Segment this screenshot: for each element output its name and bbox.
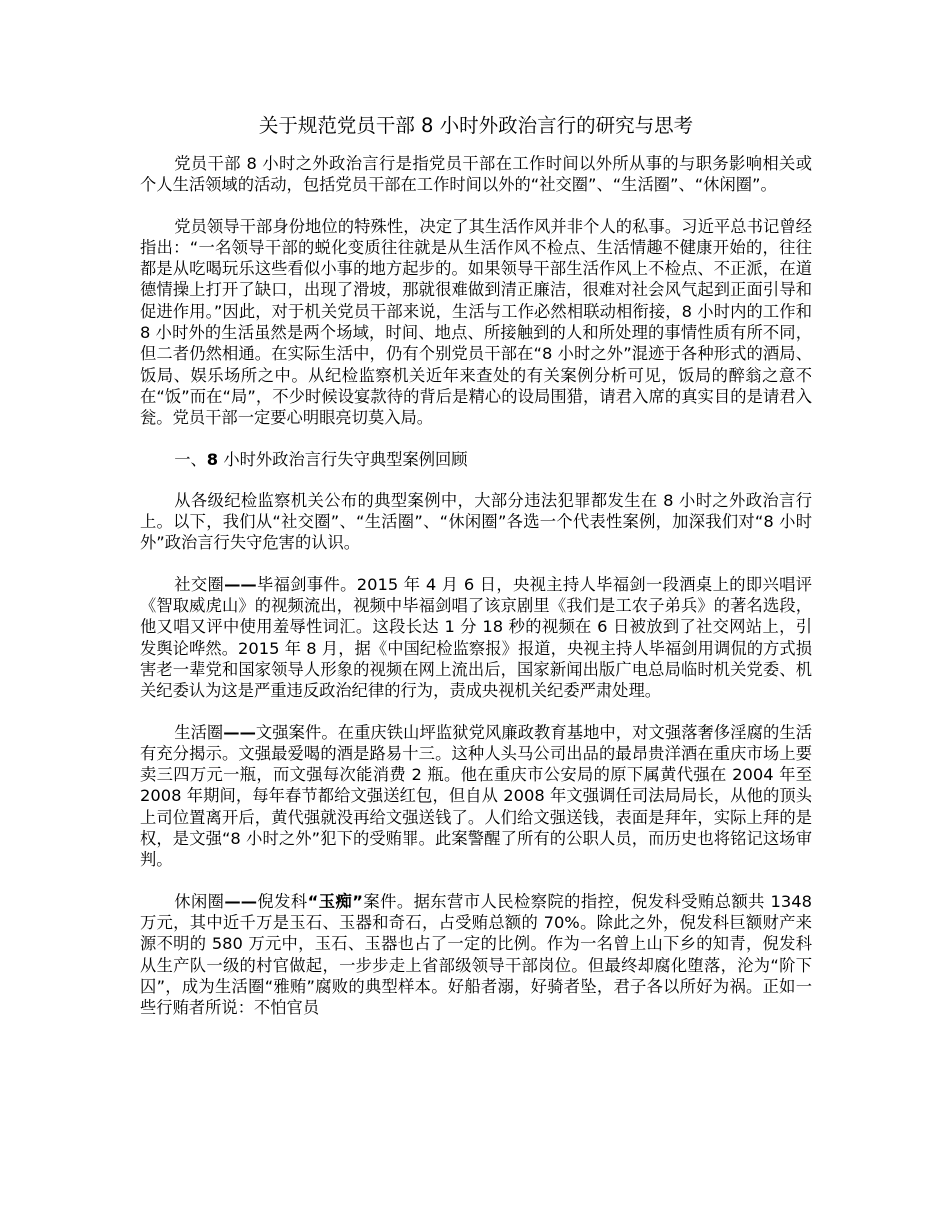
- paragraph-case-leisure: [140, 891, 812, 1019]
- case-social-text: 毕福剑事件。2015 年 4 月 6 日，央视主持人毕福剑一段酒桌上的即兴唱评《智取威虎山》的视频流出，视频中毕福剑唱了该京剧里《我们是工农子弟兵》的著名选段，他又唱又评中使用羞辱性词汇。这段长达 1 分 18 秒的视频在 6 日被放到了社交网站上，引发舆论哗然。2015 年 8 月，据《中国纪检监察报》报道，央视主持人毕福剑用调侃的方式损害老一辈党和国家领导人形象的视频在网上流出后，国家新闻出版广电总局临时机关党委、机关纪委认为这是严重违反政治纪律的行为，责成央视机关纪委严肃处理。: [140, 574, 812, 701]
- paragraph-cases-intro: 从各级纪检监察机关公布的典型案例中，大部分违法犯罪都发生在 8 小时之外政治言行上。以下，我们从“社交圈”、“生活圈”、“休闲圈”各选一个代表性案例，加深我们对“8 小时外”政治言行失守危害的认识。: [140, 490, 812, 553]
- case-social-dash: ——: [224, 574, 257, 594]
- section-heading-text: 小时外政治言行失守典型案例回顾: [218, 449, 468, 469]
- paragraph-background: 党员领导干部身份地位的特殊性，决定了其生活作风并非个人的私事。习近平总书记曾经指出：“一名领导干部的蜕化变质往往就是从生活作风不检点、生活情趣不健康开始的，往往都是从吃喝玩乐这些看似小事的地方起步的。如果领导干部生活作风上不检点、不正派，在道德情操上打开了缺口，出现了滑坡，那就很难做到清正廉洁，很难对社会风气起到正面引导和促进作用。”因此，对于机关党员干部来说，生活与工作必然相联动相衔接，8 小时内的工作和 8 小时外的生活虽然是两个场域，时间、地点、所接触到的人和所处理的事情性质有所不同，但二者仍然相通。在实际生活中，仍有个别党员干部在“8 小时之外”混迹于各种形式的酒局、饭局、娱乐场所之中。从纪检监察机关近年来查处的有关案例分析可见，饭局的醉翁之意不在“饭”而在“局”，不少时候设宴款待的背后是精心的设局围猎，请君入席的真实目的是请君入瓮。党员干部一定要心明眼亮切莫入局。: [140, 216, 812, 428]
- document-page: [140, 112, 812, 1038]
- case-leisure-nickname: “玉痴”: [307, 891, 363, 911]
- case-leisure-name: 倪发科: [256, 891, 308, 911]
- section-heading-1: [140, 449, 812, 470]
- case-life-label: 生活圈: [174, 722, 224, 742]
- case-life-text: 文强案件。在重庆铁山坪监狱党风廉政教育基地中，对文强落奢侈淫腐的生活有充分揭示。文强最爱喝的酒是路易十三。这种人头马公司出品的最昂贵洋酒在重庆市场上要卖三四万元一瓶，而文强每次能消费 2 瓶。他在重庆市公安局的原下属黄代强在 2004 年至 2008 年期间，每年春节都给文强送红包，但自从 2008 年文强调任司法局局长，从他的顶头上司位置离开后，黄代强就没再给文强送钱了。人们给文强送钱，表面是拜年，实际上拜的是权，是文强“8 小时之外”犯下的受贿罪。此案警醒了所有的公职人员，而历史也将铭记这场审判。: [140, 722, 812, 870]
- paragraph-definition: 党员干部 8 小时之外政治言行是指党员干部在工作时间以外所从事的与职务影响相关或个人生活领域的活动，包括党员干部在工作时间以外的“社交圈”、“生活圈”、“休闲圈”。: [140, 154, 812, 195]
- case-leisure-text: 案件。据东营市人民检察院的指控，倪发科受贿总额共 1348 万元，其中近千万是玉石、玉器和奇石，占受贿总额的 70%。除此之外，倪发科巨额财产来源不明的 580 万元中，玉石、玉器也占了一定的比例。作为一名曾上山下乡的知青，倪发科从生产队一级的村官做起，一步步走上省部级领导干部岗位。但最终却腐化堕落，沦为“阶下囚”，成为生活圈“雅贿”腐败的典型样本。好船者溺，好骑者坠，君子各以所好为祸。正如一些行贿者所说：不怕官员: [140, 891, 812, 1018]
- case-leisure-dash: ——: [224, 891, 257, 911]
- case-life-dash: ——: [223, 722, 256, 742]
- paragraph-case-life: [140, 722, 812, 871]
- section-heading-number: 8: [206, 449, 219, 469]
- case-leisure-label: 休闲圈: [174, 891, 225, 911]
- case-social-label: 社交圈: [174, 574, 225, 594]
- paragraph-case-social: [140, 574, 812, 702]
- page-title: 关于规范党员干部 8 小时外政治言行的研究与思考: [258, 114, 694, 137]
- section-heading-prefix: 一、: [174, 449, 207, 469]
